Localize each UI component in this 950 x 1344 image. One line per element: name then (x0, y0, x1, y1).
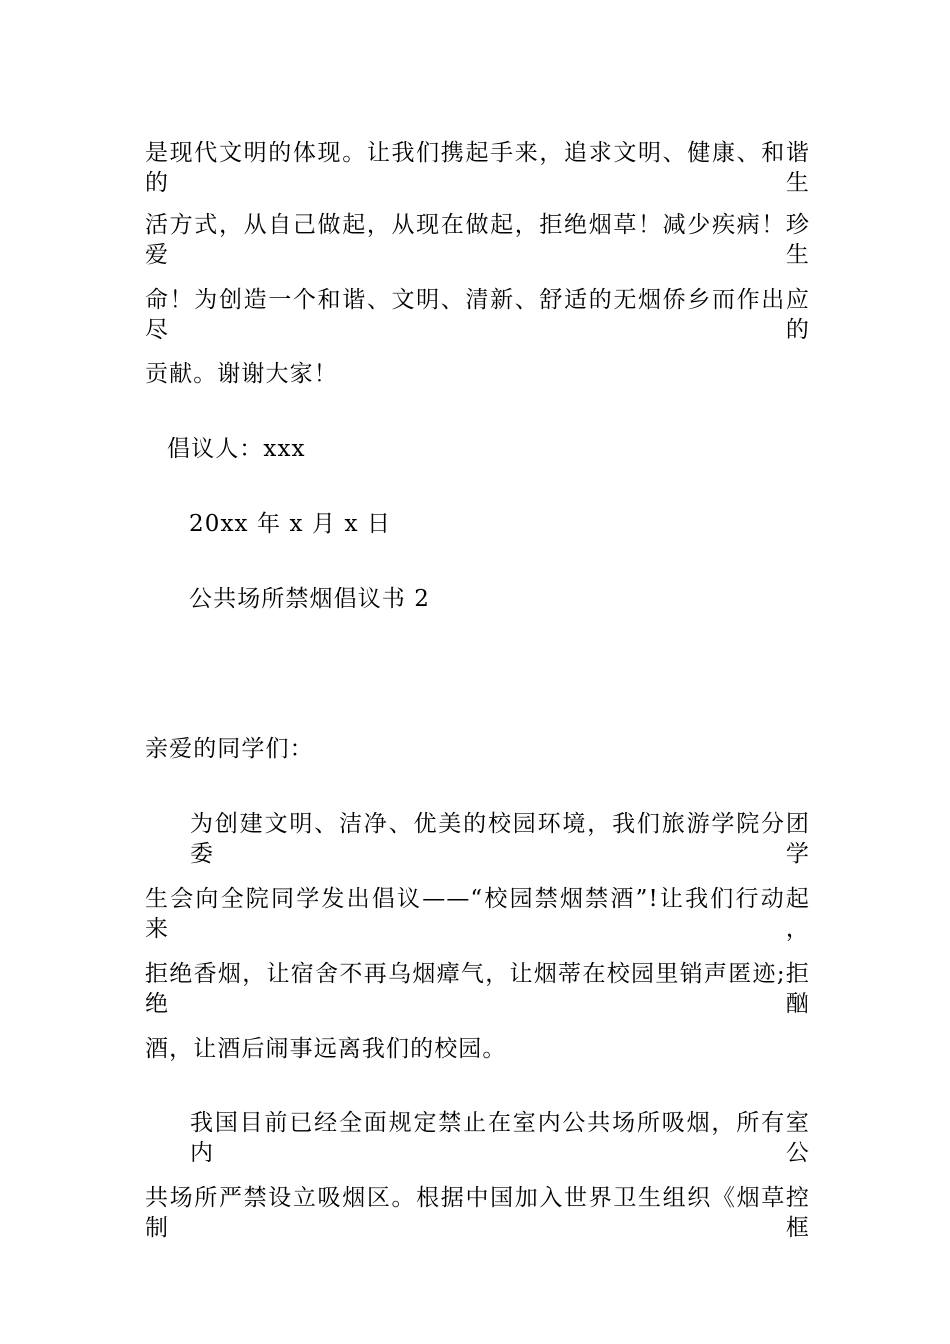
signature-initiator: 倡议人：xxx (167, 436, 306, 462)
salutation: 亲爱的同学们： (145, 736, 314, 762)
section-title: 公共场所禁烟倡议书 2 (189, 586, 431, 612)
body-text-line: 活方式，从自己做起，从现在做起，拒绝烟草！减少疾病！珍爱生 (145, 212, 810, 268)
body-text-line: 命！为创造一个和谐、文明、清新、舒适的无烟侨乡而作出应尽的 (145, 287, 810, 343)
body-text-line: 共场所严禁设立吸烟区。根据中国加入世界卫生组织《烟草控制框 (145, 1185, 810, 1241)
body-text-line: 为创建文明、洁净、优美的校园环境，我们旅游学院分团委学 (190, 811, 810, 867)
signature-date: 20xx 年 x 月 x 日 (189, 511, 392, 537)
body-text-line: 拒绝香烟，让宿舍不再乌烟瘴气，让烟蒂在校园里销声匿迹;拒绝酗 (145, 961, 810, 1017)
body-text-line: 生会向全院同学发出倡议——“校园禁烟禁酒”!让我们行动起来， (145, 886, 810, 942)
body-text-line: 我国目前已经全面规定禁止在室内公共场所吸烟，所有室内公 (190, 1110, 810, 1166)
body-text-line: 贡献。谢谢大家！ (145, 361, 338, 387)
body-text-line: 酒，让酒后闹事远离我们的校园。 (145, 1036, 507, 1062)
body-text-line: 是现代文明的体现。让我们携起手来，追求文明、健康、和谐的生 (145, 140, 810, 196)
